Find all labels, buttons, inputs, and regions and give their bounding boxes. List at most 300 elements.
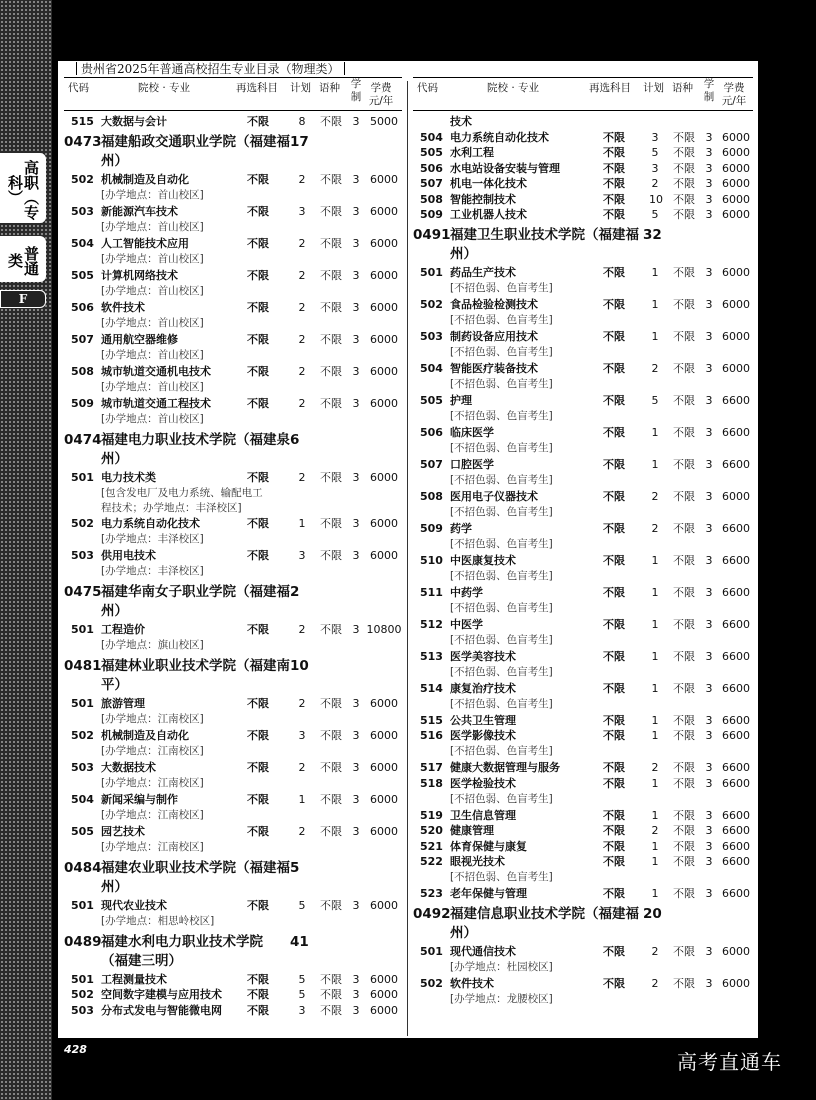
major-row [413, 618, 753, 650]
subject-requirement: 不限 [247, 268, 269, 282]
col-years-2: 制 [703, 91, 715, 103]
study-years: 3 [352, 470, 360, 484]
tuition-fee: 6600 [722, 553, 750, 567]
language-requirement: 不限 [673, 553, 695, 567]
language-requirement: 不限 [673, 808, 695, 822]
major-name: 眼视光技术 [450, 855, 505, 868]
language-requirement: 不限 [673, 713, 695, 727]
plan-count: 5 [298, 972, 306, 986]
subject-requirement: 不限 [603, 649, 625, 663]
plan-count: 2 [298, 396, 306, 410]
subject-requirement: 不限 [247, 204, 269, 218]
language-requirement: 不限 [673, 887, 695, 900]
language-requirement: 不限 [673, 617, 695, 631]
study-years: 3 [705, 146, 713, 159]
subject-requirement: 不限 [603, 839, 625, 853]
study-years: 3 [352, 204, 360, 218]
school-code: 0474 [64, 431, 102, 448]
plan-count: 5 [298, 898, 306, 912]
col-subject: 再选科目 [589, 82, 631, 94]
language-requirement: 不限 [673, 776, 695, 790]
plan-count: 2 [651, 521, 659, 535]
major-code: 510 [420, 553, 443, 567]
language-requirement: 不限 [673, 208, 695, 221]
major-code: 503 [71, 760, 94, 774]
plan-count: 3 [298, 1003, 306, 1017]
subject-requirement: 不限 [247, 824, 269, 838]
major-code: 513 [420, 649, 443, 663]
plan-count: 1 [651, 585, 659, 599]
study-years: 3 [705, 681, 713, 695]
language-requirement: 不限 [320, 898, 342, 912]
right-column [413, 77, 753, 1009]
side-tab-letter [0, 290, 46, 308]
tuition-fee: 6000 [722, 161, 750, 175]
major-name: 城市轨道交通机电技术 [101, 364, 211, 378]
major-note: [不招色弱、色盲考生] [450, 441, 553, 454]
major-code: 516 [420, 729, 443, 742]
language-requirement: 不限 [320, 364, 342, 378]
subject-requirement: 不限 [603, 297, 625, 311]
major-row [413, 162, 753, 178]
major-code: 502 [71, 988, 94, 1001]
plan-count: 2 [298, 268, 306, 282]
school-name: 福建信息职业技术学院（福建福州） [450, 905, 639, 941]
plan-count: 2 [298, 332, 306, 346]
tuition-fee: 6600 [722, 761, 750, 774]
major-name: 人工智能技术应用 [101, 236, 189, 250]
plan-count: 1 [651, 855, 659, 868]
major-row [64, 549, 402, 581]
tuition-fee: 6600 [722, 839, 750, 853]
study-years: 3 [705, 329, 713, 343]
tuition-fee: 6000 [370, 236, 398, 250]
major-row [413, 131, 753, 147]
subject-requirement: 不限 [247, 172, 269, 186]
major-note: [办学地点：首山校区] [101, 284, 204, 297]
school-code: 0489 [64, 933, 102, 950]
school-plan-total: 32 [643, 226, 662, 243]
subject-requirement: 不限 [603, 585, 625, 599]
study-years: 3 [352, 792, 360, 806]
major-code: 523 [420, 887, 443, 900]
major-name: 现代通信技术 [450, 944, 516, 958]
plan-count: 5 [651, 208, 659, 221]
language-requirement: 不限 [673, 265, 695, 279]
col-school-major: 院校 · 专业 [487, 82, 540, 94]
plan-count: 5 [651, 146, 659, 159]
major-code: 508 [420, 192, 443, 206]
language-requirement: 不限 [673, 297, 695, 311]
subject-requirement: 不限 [247, 972, 269, 986]
language-requirement: 不限 [673, 192, 695, 206]
major-name: 智能医疗装备技术 [450, 361, 538, 375]
tuition-fee: 6600 [722, 521, 750, 535]
study-years: 3 [705, 776, 713, 790]
plan-count: 3 [298, 728, 306, 742]
plan-count: 2 [298, 172, 306, 186]
major-row [413, 330, 753, 362]
school-heading [64, 583, 402, 623]
study-years: 3 [705, 855, 713, 868]
major-note: [办学地点：丰泽校区] [101, 532, 204, 545]
plan-count: 2 [298, 236, 306, 250]
major-name: 口腔医学 [450, 457, 494, 471]
major-name: 机械制造及自动化 [101, 172, 189, 186]
study-years: 3 [352, 548, 360, 562]
major-code: 501 [71, 470, 94, 484]
major-note: [不招色弱、色盲考生] [450, 745, 553, 757]
tuition-fee: 6600 [722, 681, 750, 695]
col-plan: 计划 [643, 82, 664, 94]
col-fee-1: 学费 [370, 82, 392, 94]
tuition-fee: 6000 [370, 396, 398, 410]
subject-requirement: 不限 [247, 396, 269, 410]
major-note: [办学地点：龙腰校区] [450, 992, 553, 1005]
language-requirement: 不限 [320, 115, 342, 128]
language-requirement: 不限 [673, 649, 695, 663]
major-name: 水电站设备安装与管理 [450, 161, 560, 175]
subject-requirement: 不限 [247, 548, 269, 562]
language-requirement: 不限 [673, 521, 695, 535]
major-note: [不招色弱、色盲考生] [450, 473, 553, 486]
header-title: 贵州省2025年普通高校招生专业目录（物理类） [81, 62, 340, 76]
major-name: 软件技术 [101, 300, 145, 314]
major-code: 517 [420, 761, 443, 774]
plan-count: 3 [298, 548, 306, 562]
study-years: 3 [705, 489, 713, 503]
study-years: 3 [705, 617, 713, 631]
plan-count: 2 [298, 760, 306, 774]
page-number: 428 [64, 1043, 87, 1056]
major-name: 空间数字建模与应用技术 [101, 988, 222, 1001]
tuition-fee: 6000 [370, 332, 398, 346]
plan-count: 1 [651, 776, 659, 790]
study-years: 3 [352, 824, 360, 838]
subject-requirement: 不限 [247, 332, 269, 346]
tuition-fee: 6000 [370, 988, 398, 1001]
major-code: 503 [71, 1003, 94, 1017]
tuition-fee: 6000 [370, 972, 398, 986]
major-row [413, 426, 753, 458]
study-years: 3 [705, 208, 713, 221]
study-years: 3 [352, 236, 360, 250]
major-code: 515 [71, 115, 94, 128]
tuition-fee: 6000 [370, 728, 398, 742]
plan-count: 1 [651, 329, 659, 343]
major-code: 509 [420, 208, 443, 221]
tuition-fee: 6000 [722, 361, 750, 375]
plan-count: 3 [651, 161, 659, 175]
major-name: 电力技术类 [101, 470, 156, 484]
study-years: 3 [705, 649, 713, 663]
tuition-fee: 6000 [722, 130, 750, 144]
major-note: [办学地点：首山校区] [101, 252, 204, 265]
school-code: 0473 [64, 133, 102, 150]
plan-count: 2 [298, 300, 306, 314]
col-code: 代码 [417, 82, 438, 94]
major-name: 大数据与会计 [101, 115, 167, 128]
major-note: 程技术；办学地点：丰泽校区] [101, 501, 242, 514]
language-requirement: 不限 [673, 361, 695, 375]
tuition-fee: 6600 [722, 425, 750, 439]
major-name: 中医康复技术 [450, 553, 516, 567]
plan-count: 10 [649, 192, 663, 206]
side-tab-vocational-label: 高职（专科） [6, 159, 40, 220]
language-requirement: 不限 [320, 728, 342, 742]
school-code: 0492 [413, 905, 451, 922]
plan-count: 5 [298, 988, 306, 1001]
subject-requirement: 不限 [603, 713, 625, 727]
major-row [413, 887, 753, 903]
major-name: 水利工程 [450, 146, 494, 159]
language-requirement: 不限 [320, 548, 342, 562]
tuition-fee: 6600 [722, 617, 750, 631]
plan-count: 1 [298, 516, 306, 530]
major-row [413, 714, 753, 730]
major-note: [不招色弱、色盲考生] [450, 792, 553, 805]
major-row [413, 761, 753, 777]
major-row [413, 298, 753, 330]
subject-requirement: 不限 [603, 208, 625, 221]
subject-requirement: 不限 [603, 265, 625, 279]
subject-requirement: 不限 [603, 521, 625, 535]
tuition-fee: 6000 [722, 208, 750, 221]
subject-requirement: 不限 [247, 696, 269, 710]
school-plan-total: 41 [290, 933, 309, 950]
major-code: 501 [71, 898, 94, 912]
tuition-fee: 6000 [370, 268, 398, 282]
major-row [64, 793, 402, 825]
major-note: [不招色弱、色盲考生] [450, 601, 553, 614]
major-row [64, 761, 402, 793]
study-years: 3 [705, 361, 713, 375]
left-column-body [64, 111, 402, 1019]
subject-requirement: 不限 [247, 516, 269, 530]
major-name: 机电一体化技术 [450, 177, 527, 190]
major-name: 医用电子仪器技术 [450, 489, 538, 503]
major-code: 504 [71, 792, 94, 806]
study-years: 3 [705, 393, 713, 407]
major-code: 505 [420, 146, 443, 159]
plan-count: 2 [651, 824, 659, 837]
major-code: 501 [71, 696, 94, 710]
major-name: 计算机网络技术 [101, 268, 178, 282]
school-heading [413, 226, 753, 266]
col-language: 语种 [319, 82, 340, 94]
major-code: 505 [71, 268, 94, 282]
side-tab-general-label: 普通类 [6, 245, 40, 276]
major-row [413, 840, 753, 856]
language-requirement: 不限 [673, 761, 695, 774]
school-name: 福建林业职业技术学院（福建南平） [101, 657, 290, 693]
major-note: [不招色弱、色盲考生] [450, 871, 553, 883]
subject-requirement: 不限 [247, 115, 269, 128]
language-requirement: 不限 [673, 839, 695, 853]
plan-count: 2 [651, 944, 659, 958]
language-requirement: 不限 [673, 146, 695, 159]
major-note: [办学地点：首山校区] [101, 220, 204, 233]
tuition-fee: 6600 [722, 457, 750, 471]
running-header [72, 61, 349, 77]
plan-count: 3 [298, 204, 306, 218]
study-years: 3 [352, 898, 360, 912]
major-row [413, 809, 753, 825]
subject-requirement: 不限 [603, 681, 625, 695]
major-code: 508 [71, 364, 94, 378]
subject-requirement: 不限 [247, 300, 269, 314]
subject-requirement: 不限 [603, 146, 625, 159]
col-fee-2: 元/年 [721, 95, 747, 107]
plan-count: 2 [651, 976, 659, 990]
major-row [413, 824, 753, 840]
language-requirement: 不限 [673, 393, 695, 407]
study-years: 3 [352, 728, 360, 742]
study-years: 3 [705, 976, 713, 990]
major-code: 505 [71, 824, 94, 838]
major-note: [办学地点：旗山校区] [101, 638, 204, 651]
major-name: 健康管理 [450, 824, 494, 837]
tuition-fee: 6600 [722, 776, 750, 790]
major-note: [办学地点：江南校区] [101, 808, 204, 821]
subject-requirement: 不限 [603, 553, 625, 567]
subject-requirement: 不限 [247, 792, 269, 806]
plan-count: 1 [651, 887, 659, 900]
language-requirement: 不限 [673, 177, 695, 190]
subject-requirement: 不限 [247, 898, 269, 912]
plan-count: 8 [298, 115, 306, 128]
study-years: 3 [352, 760, 360, 774]
school-plan-total: 20 [643, 905, 662, 922]
major-code: 501 [71, 622, 94, 636]
major-note: [办学地点：江南校区] [101, 840, 204, 853]
major-row [413, 266, 753, 298]
major-code: 502 [420, 976, 443, 990]
study-years: 3 [352, 988, 360, 1001]
col-fee-2: 元/年 [368, 95, 394, 107]
col-fee-1: 学费 [723, 82, 745, 94]
subject-requirement: 不限 [247, 988, 269, 1001]
major-name: 护理 [450, 393, 472, 407]
right-column-body [413, 111, 753, 1009]
major-note: [办学地点：首山校区] [101, 316, 204, 329]
major-row [64, 517, 402, 549]
major-code: 509 [71, 396, 94, 410]
major-row [64, 623, 402, 655]
col-subject: 再选科目 [236, 82, 278, 94]
study-years: 3 [705, 944, 713, 958]
study-years: 3 [705, 297, 713, 311]
plan-count: 1 [651, 265, 659, 279]
major-code: 509 [420, 521, 443, 535]
plan-count: 2 [651, 177, 659, 190]
plan-count: 5 [651, 393, 659, 407]
subject-requirement: 不限 [603, 855, 625, 868]
major-note: [不招色弱、色盲考生] [450, 569, 553, 582]
school-heading [64, 133, 402, 173]
language-requirement: 不限 [320, 396, 342, 410]
tuition-fee: 6000 [370, 824, 398, 838]
school-code: 0475 [64, 583, 102, 600]
left-column [64, 77, 402, 1019]
language-requirement: 不限 [320, 760, 342, 774]
language-requirement: 不限 [320, 470, 342, 484]
tuition-fee: 6600 [722, 887, 750, 900]
study-years: 3 [705, 130, 713, 144]
major-row [64, 988, 402, 1004]
major-name: 园艺技术 [101, 824, 145, 838]
subject-requirement: 不限 [603, 457, 625, 471]
tuition-fee: 6000 [722, 489, 750, 503]
major-code: 504 [71, 236, 94, 250]
study-years: 3 [705, 729, 713, 742]
catalog-page [58, 61, 758, 1038]
col-years-2: 制 [350, 91, 362, 103]
major-note: [办学地点：首山校区] [101, 348, 204, 361]
language-requirement: 不限 [320, 300, 342, 314]
major-code: 503 [71, 548, 94, 562]
study-years: 3 [352, 115, 360, 128]
tuition-fee: 6600 [722, 585, 750, 599]
brand-watermark: 高考直通车 [677, 1050, 782, 1074]
language-requirement: 不限 [320, 622, 342, 636]
language-requirement: 不限 [320, 972, 342, 986]
plan-count: 2 [298, 824, 306, 838]
school-plan-total: 6 [290, 431, 300, 448]
major-code: 503 [420, 329, 443, 343]
language-requirement: 不限 [673, 329, 695, 343]
major-name: 分布式发电与智能微电网 [101, 1003, 222, 1017]
tuition-fee: 6000 [722, 192, 750, 206]
major-name: 通用航空器维修 [101, 332, 178, 346]
subject-requirement: 不限 [603, 329, 625, 343]
major-name: 体育保健与康复 [450, 839, 527, 853]
major-row [413, 777, 753, 809]
subject-requirement: 不限 [603, 361, 625, 375]
col-years-1: 学 [350, 78, 362, 90]
subject-requirement: 不限 [603, 944, 625, 958]
major-name: 医学美容技术 [450, 649, 516, 663]
major-note: [不招色弱、色盲考生] [450, 537, 553, 550]
study-years: 3 [705, 553, 713, 567]
major-row [64, 697, 402, 729]
major-note: [不招色弱、色盲考生] [450, 409, 553, 422]
language-requirement: 不限 [320, 824, 342, 838]
major-code: 515 [420, 713, 443, 727]
plan-count: 1 [651, 839, 659, 853]
major-row [64, 269, 402, 301]
tuition-fee: 6000 [370, 760, 398, 774]
study-years: 3 [705, 808, 713, 822]
major-note: [办学地点：丰泽校区] [101, 564, 204, 577]
tuition-fee: 6600 [722, 729, 750, 742]
side-tab-letter-label: F [18, 292, 28, 306]
major-code: 502 [71, 728, 94, 742]
major-row [413, 490, 753, 522]
plan-count: 2 [651, 761, 659, 774]
study-years: 3 [705, 425, 713, 439]
language-requirement: 不限 [320, 172, 342, 186]
study-years: 3 [352, 696, 360, 710]
study-years: 3 [352, 300, 360, 314]
study-years: 3 [352, 364, 360, 378]
major-name: 公共卫生管理 [450, 713, 516, 727]
major-name: 城市轨道交通工程技术 [101, 396, 211, 410]
major-row [413, 729, 753, 761]
major-code: 504 [420, 361, 443, 375]
school-heading [64, 431, 402, 471]
tuition-fee: 6000 [722, 944, 750, 958]
